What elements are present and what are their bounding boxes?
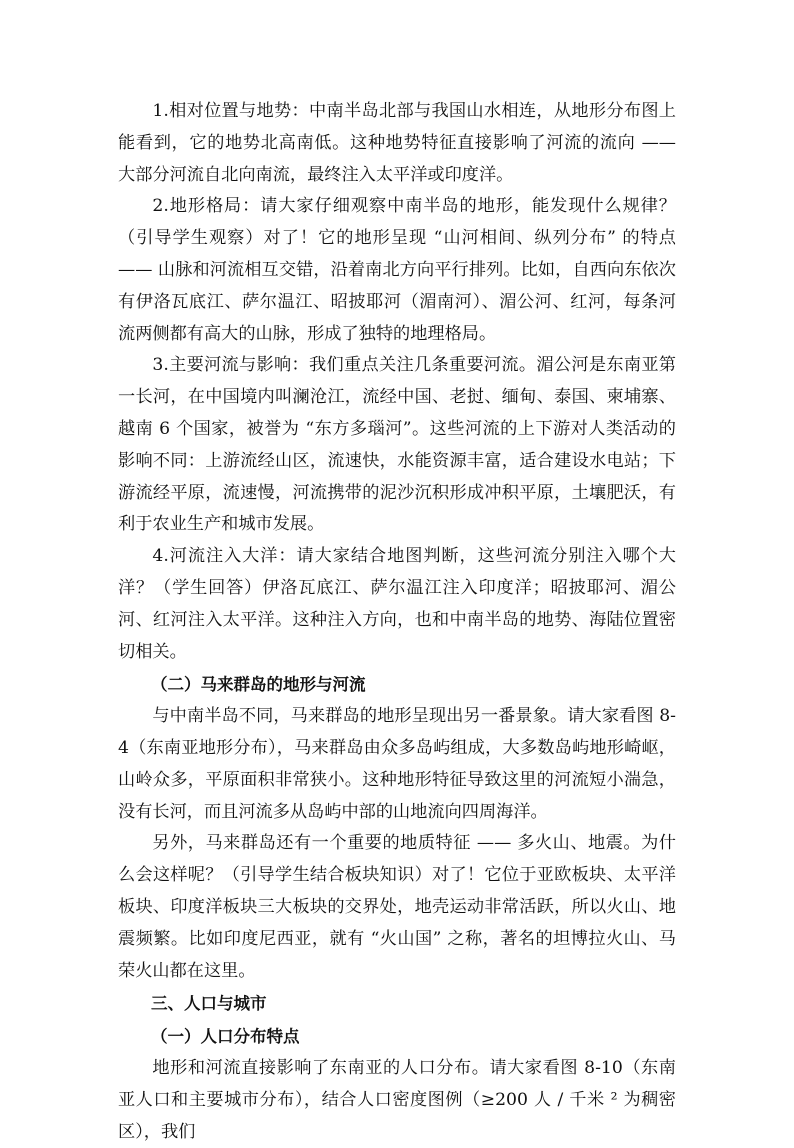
paragraph-population-intro: 地形和河流直接影响了东南亚的人口分布。请大家看图 8-10（东南亚人口和主要城市分布），结合人口密度图例（≥200 人 / 千米 ² 为稠密区），我们 [118, 1057, 676, 1142]
paragraph-malay-terrain: 与中南半岛不同，马来群岛的地形呈现出另一番景象。请大家看图 8-4（东南亚地形分布），马来群岛由众多岛屿组成，大多数岛屿地形崎岖，山岭众多，平原面积非常狭小。这种地形特征导致这里的河流短小湍急，没有长河，而且河流多从岛屿中部的山地流向四周海洋。 [118, 706, 676, 822]
heading-population-and-cities: 三、人口与城市 [151, 994, 267, 1014]
heading-population-distribution: （一）人口分布特点 [151, 1027, 300, 1047]
paragraph-volcano-earthquake: 另外，马来群岛还有一个重要的地质特征 —— 多火山、地震。为什么会这样呢？（引导学生结合板块知识）对了！它位于亚欧板块、太平洋板块、印度洋板块三大板块的交界处，地壳运动非常活跃，所以火山、地震频繁。比如印度尼西亚，就有 “火山国” 之称，著名的坦博拉火山、马荣火山都在这里。 [118, 833, 676, 981]
paragraph-relative-position: 1.相对位置与地势：中南半岛北部与我国山水相连，从地形分布图上能看到，它的地势北高南低。这种地势特征直接影响了河流的流向 —— 大部分河流自北向南流，最终注入太平洋或印度洋。 [118, 101, 676, 185]
paragraph-rivers-into-oceans: 4.河流注入大洋：请大家结合地图判断，这些河流分别注入哪个大洋？（学生回答）伊洛瓦底江、萨尔温江注入印度洋；昭披耶河、湄公河、红河注入太平洋。这种注入方向，也和中南半岛的地势、海陆位置密切相关。 [118, 546, 676, 662]
paragraph-terrain-pattern: 2.地形格局：请大家仔细观察中南半岛的地形，能发现什么规律？（引导学生观察）对了！它的地形呈现 “山河相间、纵列分布” 的特点 —— 山脉和河流相互交错，沿着南北方向平行排列。比如，自西向东依次有伊洛瓦底江、萨尔温江、昭披耶河（湄南河）、湄公河、红河，每条河流两侧都有高大的山脉，形成了独特的地理格局。 [118, 196, 676, 344]
paragraph-main-rivers: 3.主要河流与影响：我们重点关注几条重要河流。湄公河是东南亚第一长河，在中国境内叫澜沧江，流经中国、老挝、缅甸、泰国、柬埔寨、越南 6 个国家，被誉为 “东方多瑙河”。这些河流的上下游对人类活动的影响不同：上游流经山区，流速快，水能资源丰富，适合建设水电站；下游流经平原，流速慢，河流携带的泥沙沉积形成冲积平原，土壤肥沃，有利于农业生产和城市发展。 [118, 355, 676, 535]
heading-malay-archipelago: （二）马来群岛的地形与河流 [151, 675, 366, 695]
